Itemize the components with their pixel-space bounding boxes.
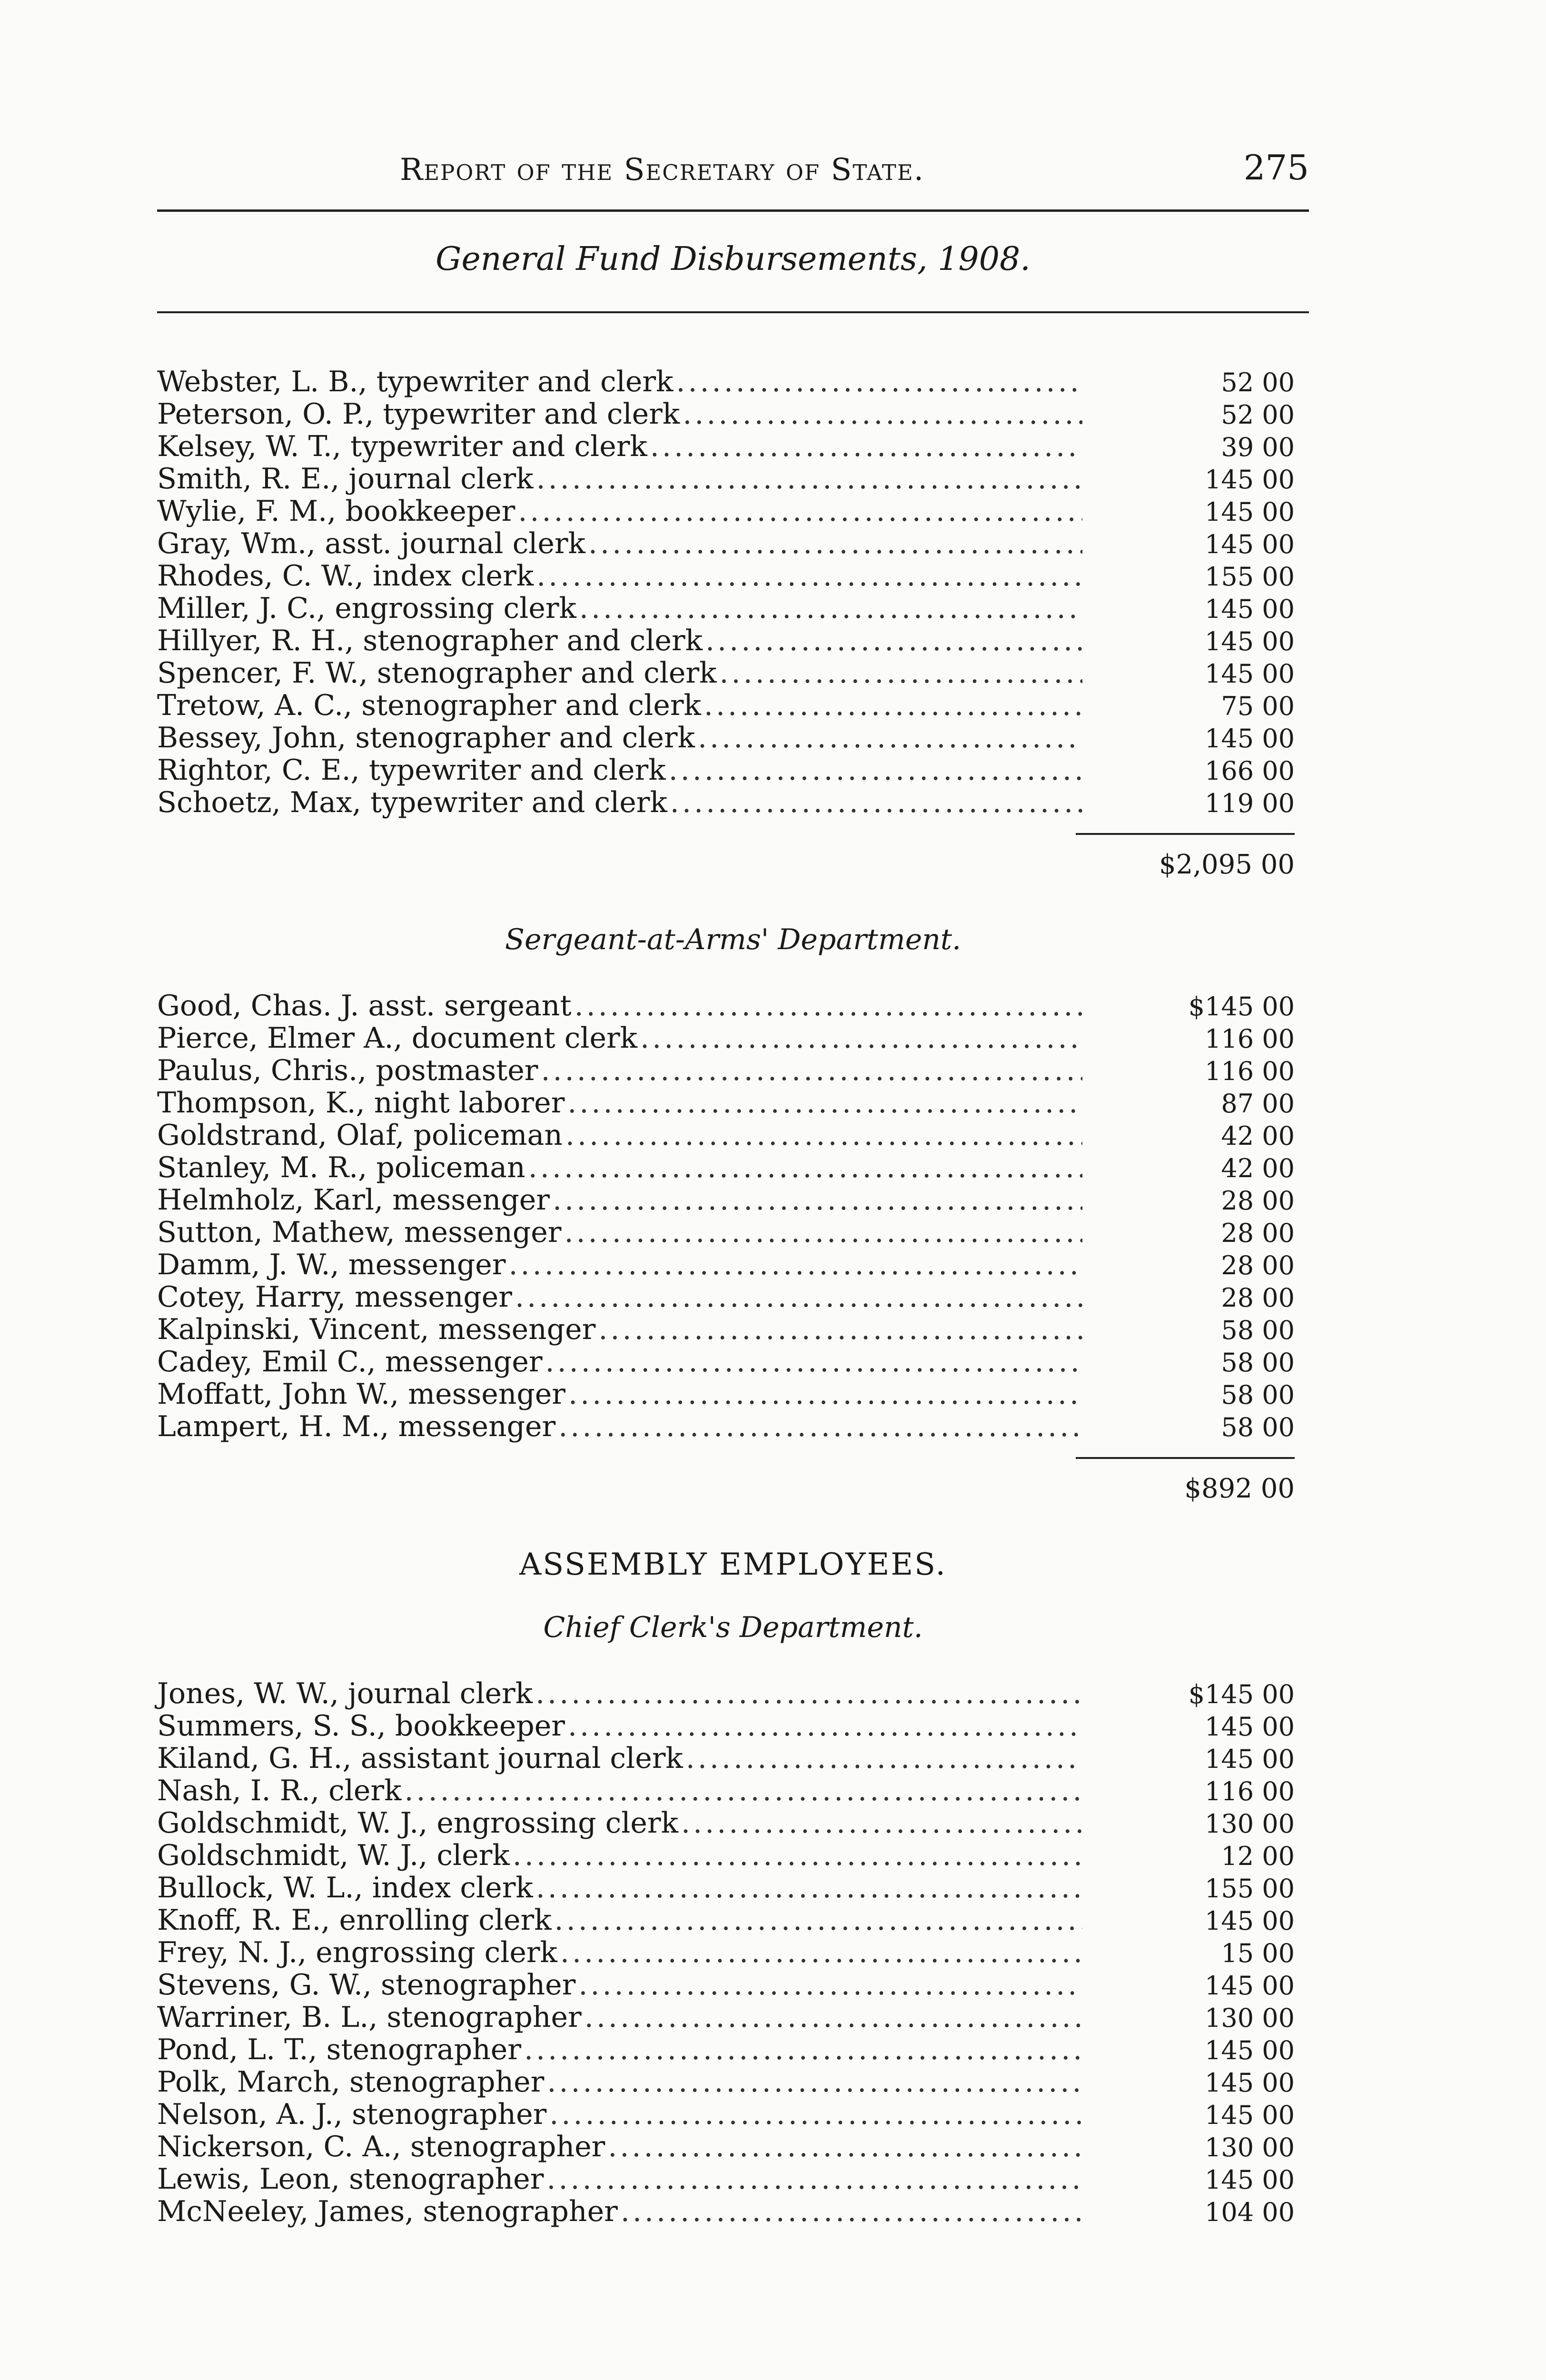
employee-name: Bessey, John, stenographer and clerk <box>157 721 695 754</box>
amount: 42 00 <box>1221 1121 1295 1151</box>
dot-leader <box>536 463 1083 495</box>
employee-name: Nickerson, C. A., stenographer <box>157 2130 605 2163</box>
dot-leader <box>568 1378 1082 1410</box>
employee-name: Rhodes, C. W., index clerk <box>157 559 534 593</box>
page-subtitle: General Fund Disbursements, 1908. <box>436 240 1031 278</box>
table-row <box>157 625 1295 657</box>
amount: $145 00 <box>1188 992 1295 1021</box>
amount: 15 00 <box>1221 1938 1295 1968</box>
table-row <box>157 1054 1295 1087</box>
subtitle-rule <box>157 311 1309 313</box>
employee-name: McNeeley, James, stenographer <box>157 2195 618 2228</box>
running-header <box>157 143 1309 195</box>
employee-name: Helmholz, Karl, messenger <box>157 1183 550 1217</box>
table-row <box>157 463 1295 495</box>
table-row <box>157 1775 1295 1807</box>
dot-leader <box>535 1677 1082 1710</box>
dot-leader <box>621 2195 1082 2228</box>
table-row <box>157 1839 1295 1872</box>
amount: 166 00 <box>1205 756 1295 786</box>
amount: 145 00 <box>1205 626 1295 656</box>
employee-name: Miller, J. C., engrossing clerk <box>157 592 576 625</box>
dot-leader <box>579 592 1082 625</box>
dot-leader <box>536 560 1082 592</box>
amount: 116 00 <box>1205 1024 1295 1054</box>
amount: 58 00 <box>1221 1315 1295 1345</box>
employee-name: Kalpinski, Vincent, messenger <box>157 1313 596 1346</box>
employee-name: Lampert, H. M., messenger <box>157 1410 556 1443</box>
dot-leader <box>545 1346 1082 1378</box>
dot-leader <box>549 2098 1082 2131</box>
amount: 58 00 <box>1221 1412 1295 1442</box>
table-row <box>157 495 1295 527</box>
amount: 87 00 <box>1221 1089 1295 1119</box>
disbursement-list-senate-clerks <box>157 366 1295 880</box>
dot-leader <box>686 1742 1082 1775</box>
dot-leader <box>608 2131 1082 2163</box>
dot-leader <box>555 1904 1082 1936</box>
table-row <box>157 2163 1295 2195</box>
amount: 58 00 <box>1221 1348 1295 1378</box>
dot-leader <box>705 625 1082 657</box>
employee-name: Sutton, Mathew, messenger <box>157 1216 562 1249</box>
table-row <box>157 1249 1295 1281</box>
dot-leader <box>575 990 1082 1022</box>
employee-name: Spencer, F. W., stenographer and clerk <box>157 656 717 690</box>
employee-name: Stevens, G. W., stenographer <box>157 1968 576 2002</box>
section-heading-chief-clerk: Chief Clerk's Department. <box>543 1611 923 1644</box>
dot-leader <box>547 2066 1082 2098</box>
dot-leader <box>518 495 1082 527</box>
disbursement-list-sergeant-at-arms <box>157 990 1295 1504</box>
table-row <box>157 1313 1295 1346</box>
table-row <box>157 1969 1295 2001</box>
table-row <box>157 1022 1295 1054</box>
employee-name: Lewis, Leon, stenographer <box>157 2162 544 2196</box>
dot-leader <box>670 786 1082 819</box>
amount: 130 00 <box>1205 2132 1295 2162</box>
employee-name: Kiland, G. H., assistant journal clerk <box>157 1742 683 1775</box>
employee-name: Moffatt, John W., messenger <box>157 1378 565 1411</box>
dot-leader <box>640 1022 1082 1054</box>
dot-leader <box>558 1410 1082 1443</box>
amount: 58 00 <box>1221 1380 1295 1410</box>
dot-leader <box>513 1839 1082 1872</box>
amount: 145 00 <box>1205 1971 1295 2001</box>
dot-leader <box>546 2163 1082 2195</box>
dot-leader <box>564 1216 1082 1249</box>
amount: 119 00 <box>1205 788 1295 818</box>
table-row <box>157 1410 1295 1443</box>
amount: 145 00 <box>1205 2068 1295 2098</box>
dot-leader <box>588 527 1082 560</box>
header-title: Report of the Secretary of State. <box>400 152 925 188</box>
table-row <box>157 1281 1295 1313</box>
page-number: 275 <box>1243 148 1309 188</box>
document-page <box>157 143 1309 2228</box>
amount: 28 00 <box>1221 1186 1295 1216</box>
dot-leader <box>528 1151 1082 1184</box>
employee-name: Gray, Wm., asst. journal clerk <box>157 527 585 560</box>
table-row <box>157 1119 1295 1151</box>
dot-leader <box>553 1184 1082 1216</box>
employee-name: Cadey, Emil C., messenger <box>157 1345 543 1378</box>
employee-name: Cotey, Harry, messenger <box>157 1280 512 1314</box>
amount: 145 00 <box>1205 659 1295 689</box>
dot-leader <box>578 1969 1082 2001</box>
amount: 145 00 <box>1205 1712 1295 1742</box>
employee-name: Warriner, B. L., stenographer <box>157 2001 582 2034</box>
employee-name: Knoff, R. E., enrolling clerk <box>157 1904 552 1937</box>
employee-name: Nelson, A. J., stenographer <box>157 2098 547 2131</box>
employee-name: Goldschmidt, W. J., clerk <box>157 1839 510 1872</box>
dot-leader <box>568 1710 1082 1742</box>
employee-name: Goldstrand, Olaf, policeman <box>157 1119 563 1152</box>
amount: 145 00 <box>1205 724 1295 754</box>
table-row <box>157 1677 1295 1710</box>
employee-name: Rightor, C. E., typewriter and clerk <box>157 754 666 787</box>
table-row <box>157 1216 1295 1249</box>
employee-name: Stanley, M. R., policeman <box>157 1151 525 1184</box>
amount: 28 00 <box>1221 1283 1295 1313</box>
amount: 75 00 <box>1221 691 1295 721</box>
table-row <box>157 657 1295 689</box>
amount: 145 00 <box>1205 2100 1295 2130</box>
dot-leader <box>565 1119 1082 1151</box>
dot-leader <box>567 1087 1082 1119</box>
disbursement-list-chief-clerk <box>157 1677 1295 2228</box>
table-row <box>157 2098 1295 2131</box>
amount: 155 00 <box>1205 1874 1295 1904</box>
amount: 145 00 <box>1205 1906 1295 1936</box>
employee-name: Jones, W. W., journal clerk <box>157 1677 533 1710</box>
dot-leader <box>585 2001 1082 2033</box>
amount: 130 00 <box>1205 1809 1295 1839</box>
table-row <box>157 560 1295 592</box>
amount: 28 00 <box>1221 1218 1295 1248</box>
employee-name: Pierce, Elmer A., document clerk <box>157 1021 638 1055</box>
header-rule <box>157 209 1309 212</box>
employee-name: Hillyer, R. H., stenographer and clerk <box>157 624 703 657</box>
amount: 145 00 <box>1205 2035 1295 2065</box>
table-row <box>157 592 1295 625</box>
amount: 52 00 <box>1221 367 1295 397</box>
table-row <box>157 430 1295 463</box>
section-total: $2,095 00 <box>1159 849 1295 880</box>
table-row <box>157 1087 1295 1119</box>
amount: 116 00 <box>1205 1056 1295 1086</box>
table-row <box>157 1807 1295 1839</box>
table-row <box>157 2066 1295 2098</box>
table-row <box>157 1346 1295 1378</box>
employee-name: Webster, L. B., typewriter and clerk <box>157 365 674 398</box>
employee-name: Good, Chas. J. asst. sergeant <box>157 989 572 1022</box>
table-row <box>157 1904 1295 1936</box>
amount: 145 00 <box>1205 497 1295 527</box>
employee-name: Thompson, K., night laborer <box>157 1086 565 1120</box>
section-total: $892 00 <box>1184 1473 1295 1504</box>
section-heading-sergeant-at-arms: Sergeant-at-Arms' Department. <box>505 923 961 956</box>
dot-leader <box>598 1313 1082 1346</box>
amount: 42 00 <box>1221 1153 1295 1183</box>
employee-name: Polk, March, stenographer <box>157 2065 545 2099</box>
table-row <box>157 1872 1295 1904</box>
table-row <box>157 2033 1295 2066</box>
table-row <box>157 1936 1295 1969</box>
dot-leader <box>508 1249 1082 1281</box>
amount: 145 00 <box>1205 465 1295 495</box>
employee-name: Schoetz, Max, typewriter and clerk <box>157 786 667 819</box>
dot-leader <box>719 657 1082 689</box>
dot-leader <box>698 722 1082 754</box>
dot-leader <box>676 366 1082 398</box>
table-row <box>157 1184 1295 1216</box>
table-row <box>157 527 1295 560</box>
amount: 145 00 <box>1205 2165 1295 2195</box>
table-row <box>157 398 1295 430</box>
table-row <box>157 786 1295 819</box>
employee-name: Paulus, Chris., postmaster <box>157 1054 538 1087</box>
dot-leader <box>560 1936 1082 1969</box>
dot-leader <box>704 689 1082 722</box>
employee-name: Goldschmidt, W. J., engrossing clerk <box>157 1806 678 1840</box>
dot-leader <box>541 1054 1082 1087</box>
amount: 145 00 <box>1205 529 1295 559</box>
employee-name: Peterson, O. P., typewriter and clerk <box>157 397 680 431</box>
table-row <box>157 2001 1295 2033</box>
total-rule <box>1076 833 1295 835</box>
table-row <box>157 2195 1295 2228</box>
dot-leader <box>404 1775 1082 1807</box>
employee-name: Tretow, A. C., stenographer and clerk <box>157 689 701 722</box>
dot-leader <box>515 1281 1082 1313</box>
amount: 155 00 <box>1205 562 1295 592</box>
table-row <box>157 689 1295 722</box>
table-row <box>157 1710 1295 1742</box>
amount: 145 00 <box>1205 1744 1295 1774</box>
table-row <box>157 990 1295 1022</box>
table-row <box>157 722 1295 754</box>
assembly-employees-heading: ASSEMBLY EMPLOYEES. <box>519 1547 947 1582</box>
employee-name: Smith, R. E., journal clerk <box>157 462 534 496</box>
employee-name: Kelsey, W. T., typewriter and clerk <box>157 430 647 463</box>
employee-name: Nash, I. R., clerk <box>157 1774 402 1807</box>
amount: 39 00 <box>1221 432 1295 462</box>
employee-name: Summers, S. S., bookkeeper <box>157 1709 565 1743</box>
amount: 104 00 <box>1205 2197 1295 2227</box>
table-row <box>157 1378 1295 1410</box>
dot-leader <box>524 2033 1082 2066</box>
amount: 28 00 <box>1221 1250 1295 1280</box>
table-row <box>157 2131 1295 2163</box>
employee-name: Bullock, W. L., index clerk <box>157 1871 533 1904</box>
dot-leader <box>536 1872 1082 1904</box>
employee-name: Pond, L. T., stenographer <box>157 2033 521 2066</box>
dot-leader <box>683 398 1082 430</box>
dot-leader <box>681 1807 1082 1839</box>
employee-name: Damm, J. W., messenger <box>157 1248 506 1281</box>
dot-leader <box>669 754 1082 786</box>
table-row <box>157 1151 1295 1184</box>
amount: $145 00 <box>1188 1679 1295 1709</box>
employee-name: Wylie, F. M., bookkeeper <box>157 495 515 528</box>
amount: 130 00 <box>1205 2003 1295 2033</box>
employee-name: Frey, N. J., engrossing clerk <box>157 1936 557 1969</box>
amount: 12 00 <box>1221 1841 1295 1871</box>
table-row <box>157 366 1295 398</box>
table-row <box>157 1742 1295 1775</box>
total-rule <box>1076 1457 1295 1459</box>
dot-leader <box>650 430 1082 463</box>
amount: 116 00 <box>1205 1776 1295 1806</box>
table-row <box>157 754 1295 786</box>
amount: 145 00 <box>1205 594 1295 624</box>
amount: 52 00 <box>1221 400 1295 430</box>
